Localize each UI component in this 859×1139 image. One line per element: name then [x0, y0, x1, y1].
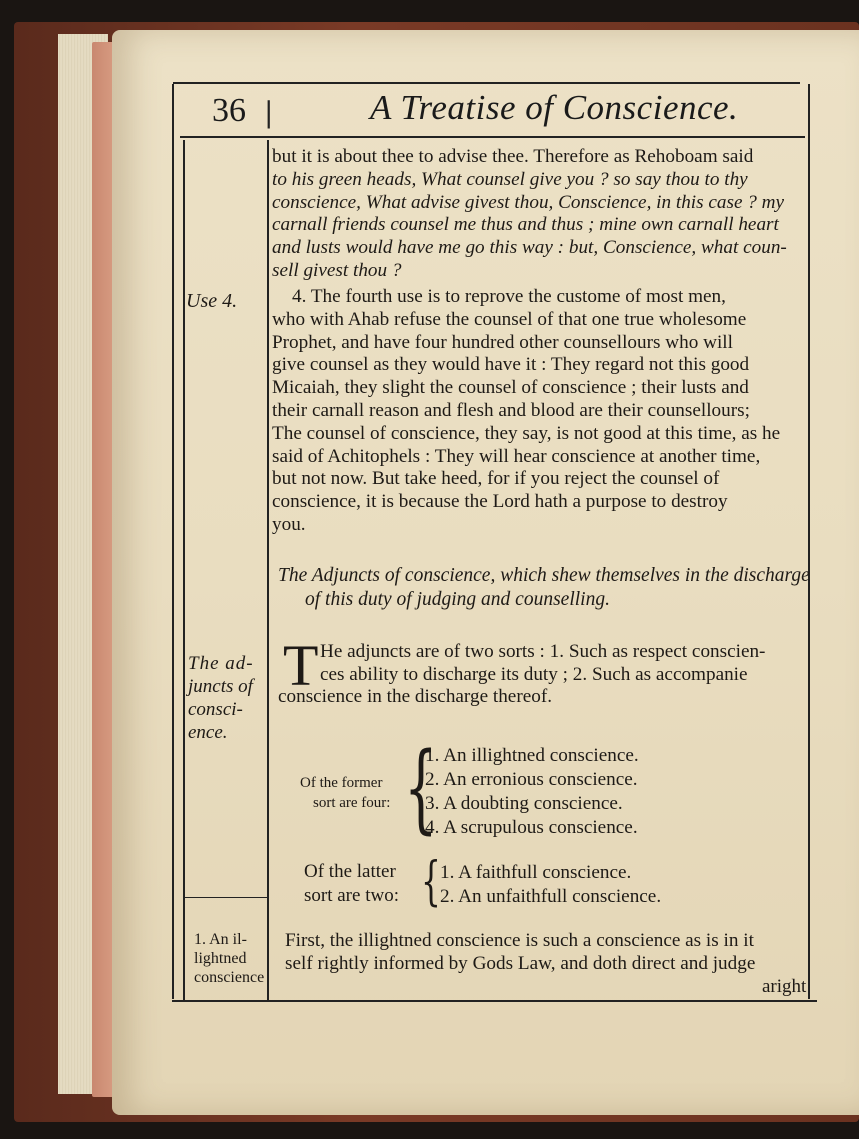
margin-column-rule: [267, 140, 269, 1000]
section-heading: [278, 564, 818, 612]
label-line: Of the latter: [304, 861, 396, 882]
continuation-paragraph: [272, 146, 810, 283]
former-label: [300, 773, 390, 813]
margin-line: consci-: [188, 699, 243, 720]
margin-line: The ad-: [188, 653, 254, 674]
margin-divider: [184, 897, 268, 898]
text-line: sell givest thou ?: [272, 259, 402, 281]
margin-line: juncts of: [188, 676, 253, 697]
text-line: Micaiah, they slight the counsel of conscience ; their lusts and: [272, 377, 749, 399]
margin-line: ence.: [188, 722, 228, 743]
text-line: to his green heads, What counsel give you ? so say thou to thy: [272, 168, 748, 190]
heading-line: of this duty of judging and counselling.: [305, 589, 610, 610]
text-line: ces ability to discharge its duty ; 2. Such as accompanie: [320, 664, 748, 685]
text-line: 4. The fourth use is to reprove the custome of most men,: [292, 286, 726, 307]
latter-item: 1. A faithfull conscience.: [440, 862, 632, 883]
bottom-rule: [172, 1000, 817, 1002]
text-line: conscience, it is because the Lord hath a purpose to destroy: [272, 491, 728, 513]
text-line: and lusts would have me go this way : but, Conscience, what coun-: [272, 237, 787, 259]
margin-note-adjuncts: [188, 652, 254, 744]
text-line: but it is about thee to advise thee. Therefore as Rehoboam said: [272, 146, 754, 167]
left-outer-rule: [172, 84, 174, 999]
catchword: aright: [762, 976, 807, 997]
drop-capital: T: [283, 633, 319, 698]
text-line: self rightly informed by Gods Law, and doth direct and judge: [285, 952, 756, 974]
latter-label: [304, 860, 399, 908]
former-item: 3. A doubting conscience.: [425, 793, 623, 814]
text-line: but not now. But take heed, for if you reject the counsel of: [272, 468, 720, 490]
top-rule: [173, 82, 800, 84]
text-line: Prophet, and have four hundred other counsellours who will: [272, 331, 733, 353]
former-item: 4. A scrupulous conscience.: [425, 817, 638, 838]
margin-note-use-4: Use 4.: [186, 290, 238, 312]
adjuncts-paragraph: [320, 640, 817, 686]
text-line: you.: [272, 513, 306, 535]
margin-line: 1. An il-: [194, 931, 247, 948]
text-line: their carnall reason and flesh and blood are their counsellours;: [272, 399, 750, 421]
margin-line: conscience: [194, 969, 265, 986]
first-paragraph: [285, 930, 810, 976]
text-line: The counsel of conscience, they say, is not good at this time, as he: [272, 422, 781, 444]
brace-latter: {: [421, 852, 441, 912]
heading-line: The Adjuncts of conscience, which shew themselves in the discharge: [278, 565, 810, 586]
header-separator: |: [264, 96, 274, 129]
page-number: 36: [212, 92, 246, 129]
former-item: 2. An erronious conscience.: [425, 769, 638, 790]
use-4-paragraph: [272, 286, 810, 537]
label-line: Of the former: [300, 775, 383, 791]
margin-note-illightned: [194, 930, 264, 987]
text-line: give counsel as they would have it : They regard not this good: [272, 354, 750, 376]
text-line: conscience in the discharge thereof.: [278, 686, 553, 707]
latter-item: 2. An unfaithfull conscience.: [440, 886, 662, 907]
text-line: said of Achitophels : They will hear conscience at another time,: [272, 445, 761, 467]
margin-line: lightned: [194, 950, 247, 967]
former-item: 1. An illightned conscience.: [425, 745, 639, 766]
brace-former: {: [404, 732, 438, 844]
running-title: A Treatise of Conscience.: [370, 88, 739, 127]
label-line: sort are four:: [313, 795, 391, 811]
left-inner-rule: [183, 140, 185, 1000]
text-line: First, the illightned conscience is such a conscience as is in it: [285, 930, 754, 951]
text-line: He adjuncts are of two sorts : 1. Such as respect conscien-: [320, 641, 766, 662]
text-line: conscience, What advise givest thou, Conscience, in this case ? my: [272, 191, 785, 213]
header-underline: [180, 136, 805, 138]
text-line: carnall friends counsel me thus and thus ; mine own carnall heart: [272, 214, 779, 236]
label-line: sort are two:: [304, 885, 399, 906]
text-line: who with Ahab refuse the counsel of that one true wholesome: [272, 308, 747, 330]
